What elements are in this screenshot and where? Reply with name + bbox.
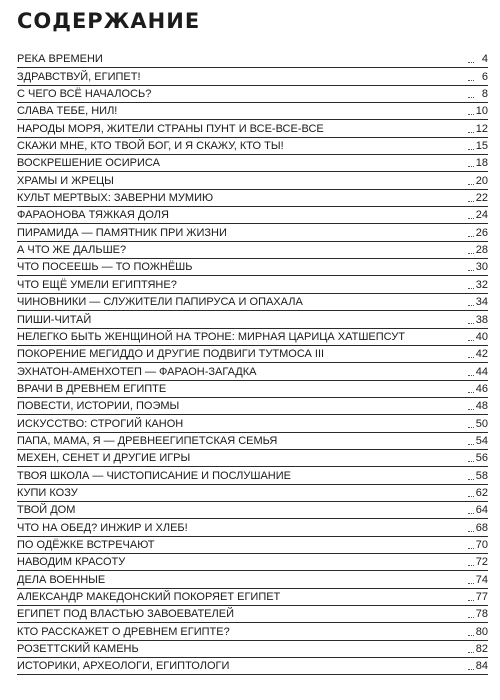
toc-entry-page: 4 [481,53,488,66]
toc-dot-leader [468,184,474,185]
toc-entry [17,103,488,120]
toc-dot-leader [468,132,474,133]
toc-entry-page: 8 [481,88,488,101]
toc-entry-title: ПО ОДЁЖКЕ ВСТРЕЧАЮТ [17,538,155,551]
toc-entry-title: ЧТО НА ОБЕД? ИНЖИР И ХЛЕБ! [17,521,188,534]
toc-entry-page: 64 [475,504,488,517]
toc-dot-leader [468,340,474,341]
toc-dot-leader [468,427,474,428]
toc-entry [17,190,488,207]
toc-dot-leader [468,617,474,618]
toc-dot-leader [468,236,474,237]
toc-entry [17,606,488,623]
toc-dot-leader [468,513,474,514]
toc-entry [17,363,488,380]
toc-entry-page: 10 [475,105,488,118]
toc-entry-page: 46 [475,382,488,395]
toc-entry-title: НАВОДИМ КРАСОТУ [17,556,126,569]
toc-entry [17,242,488,259]
toc-dot-leader [468,80,474,81]
toc-entry-title: РОЗЕТТСКИЙ КАМЕНЬ [17,643,139,656]
toc-entry [17,381,488,398]
toc-entry-page: 44 [475,365,488,378]
toc-entry [17,502,488,519]
toc-entry [17,311,488,328]
toc-dot-leader [468,114,474,115]
toc-entry-page: 74 [475,573,488,586]
toc-entry-title: РЕКА ВРЕМЕНИ [17,53,103,66]
toc-dot-leader [468,62,474,63]
toc-dot-leader [468,375,474,376]
toc-entry [17,329,488,346]
toc-entry-page: 28 [475,244,488,257]
toc-entry [17,155,488,172]
toc-entry [17,537,488,554]
toc-dot-leader [468,461,474,462]
page-title: СОДЕРЖАНИЕ [17,9,201,33]
toc-entry [17,346,488,363]
toc-dot-leader [468,218,474,219]
toc-entry-page: 22 [475,192,488,205]
toc-entry-page: 84 [475,660,488,673]
toc-entry [17,641,488,658]
toc-entry-page: 12 [475,122,488,135]
toc-dot-leader [468,305,474,306]
toc-entry-title: КУПИ КОЗУ [17,486,78,499]
toc-entry-page: 56 [475,452,488,465]
toc-entry [17,398,488,415]
toc-entry [17,120,488,137]
toc-entry-page: 58 [475,469,488,482]
toc-dot-leader [468,652,474,653]
toc-dot-leader [468,409,474,410]
toc-entry [17,485,488,502]
toc-entry [17,589,488,606]
toc-dot-leader [468,253,474,254]
toc-entry-title: КТО РАССКАЖЕТ О ДРЕВНЕМ ЕГИПТЕ? [17,625,230,638]
toc-entry-page: 72 [475,556,488,569]
toc-entry [17,172,488,189]
toc-entry-page: 80 [475,625,488,638]
toc-dot-leader [468,166,474,167]
toc-dot-leader [468,357,474,358]
toc-entry-page: 30 [475,261,488,274]
toc-entry-title: С ЧЕГО ВСЁ НАЧАЛОСЬ? [17,88,152,101]
toc-entry-title: ФАРАОНОВА ТЯЖКАЯ ДОЛЯ [17,209,169,222]
toc-entry-page: 78 [475,608,488,621]
toc-entry-title: ТВОЙ ДОМ [17,504,76,517]
toc-entry-title: КУЛЬТ МЕРТВЫХ: ЗАВЕРНИ МУМИЮ [17,192,214,205]
toc-entry [17,519,488,536]
toc-entry-page: 62 [475,486,488,499]
toc-dot-leader [468,201,474,202]
toc-dot-leader [468,496,474,497]
toc-entry-title: ПОВЕСТИ, ИСТОРИИ, ПОЭМЫ [17,400,180,413]
toc-entry-title: ИСКУССТВО: СТРОГИЙ КАНОН [17,417,184,430]
toc-dot-leader [468,548,474,549]
toc-dot-leader [468,97,474,98]
toc-entry [17,554,488,571]
toc-entry-page: 54 [475,434,488,447]
toc-entry [17,276,488,293]
toc-entry [17,86,488,103]
toc-entry [17,138,488,155]
toc-entry-title: ПИРАМИДА — ПАМЯТНИК ПРИ ЖИЗНИ [17,226,227,239]
toc-entry-page: 70 [475,538,488,551]
toc-entry-page: 68 [475,521,488,534]
toc-entry [17,658,488,675]
toc-entry [17,68,488,85]
toc-entry-page: 42 [475,348,488,361]
toc-entry-page: 50 [475,417,488,430]
toc-entry-title: ЕГИПЕТ ПОД ВЛАСТЬЮ ЗАВОЕВАТЕЛЕЙ [17,608,234,621]
toc-entry-page: 15 [475,140,488,153]
toc-dot-leader [468,531,474,532]
toc-entry [17,207,488,224]
toc-dot-leader [468,270,474,271]
toc-dot-leader [468,600,474,601]
toc-entry-title: ЧТО ЕЩЁ УМЕЛИ ЕГИПТЯНЕ? [17,278,177,291]
toc-entry-title: ИСТОРИКИ, АРХЕОЛОГИ, ЕГИПТОЛОГИ [17,660,230,673]
toc-entry-title: ПАПА, МАМА, Я — ДРЕВНЕЕГИПЕТСКАЯ СЕМЬЯ [17,434,278,447]
toc-entry-title: НЕЛЕГКО БЫТЬ ЖЕНЩИНОЙ НА ТРОНЕ: МИРНАЯ ЦАРИЦА ХАТШЕПСУТ [17,330,405,343]
toc-entry [17,294,488,311]
toc-entry-title: МЕХЕН, СЕНЕТ И ДРУГИЕ ИГРЫ [17,452,191,465]
toc-entry [17,450,488,467]
toc-entry-page: 20 [475,174,488,187]
toc-entry-page: 82 [475,643,488,656]
toc-entry-title: ПОКОРЕНИЕ МЕГИДДО И ДРУГИЕ ПОДВИГИ ТУТМОСА III [17,348,325,361]
toc-entry-title: ЭХНАТОН-АМЕНХОТЕП — ФАРАОН-ЗАГАДКА [17,365,257,378]
toc-entry [17,571,488,588]
toc-entry-title: ДЕЛА ВОЕННЫЕ [17,573,106,586]
toc-entry [17,51,488,68]
toc-list [17,51,488,675]
toc-entry-title: ВРАЧИ В ДРЕВНЕМ ЕГИПТЕ [17,382,167,395]
toc-entry-page: 26 [475,226,488,239]
toc-entry-page: 24 [475,209,488,222]
toc-entry-page: 18 [475,157,488,170]
toc-dot-leader [468,635,474,636]
toc-dot-leader [468,669,474,670]
toc-entry-title: СЛАВА ТЕБЕ, НИЛ! [17,105,118,118]
toc-entry-page: 40 [475,330,488,343]
toc-entry-title: АЛЕКСАНДР МАКЕДОНСКИЙ ПОКОРЯЕТ ЕГИПЕТ [17,591,281,603]
toc-entry [17,415,488,432]
toc-entry [17,433,488,450]
toc-dot-leader [468,323,474,324]
toc-dot-leader [468,583,474,584]
toc-entry-title: ЗДРАВСТВУЙ, ЕГИПЕТ! [17,70,141,83]
toc-entry-title: ВОСКРЕШЕНИЕ ОСИРИСА [17,157,160,170]
toc-entry-title: ЧИНОВНИКИ — СЛУЖИТЕЛИ ПАПИРУСА И ОПАХАЛА [17,296,303,309]
toc-entry-title: ХРАМЫ И ЖРЕЦЫ [17,174,114,187]
toc-entry-page: 38 [475,313,488,326]
toc-entry-title: ПИШИ-ЧИТАЙ [17,313,92,326]
toc-entry-title: ТВОЯ ШКОЛА — ЧИСТОПИСАНИЕ И ПОСЛУШАНИЕ [17,469,291,482]
toc-entry-page: 34 [475,296,488,309]
toc-entry-title: СКАЖИ МНЕ, КТО ТВОЙ БОГ, И Я СКАЖУ, КТО ТЫ! [17,140,284,153]
toc-dot-leader [468,479,474,480]
toc-dot-leader [468,392,474,393]
toc-entry [17,623,488,640]
toc-entry-page: 32 [475,278,488,291]
toc-entry-page: 48 [475,400,488,413]
toc-dot-leader [468,288,474,289]
toc-dot-leader [468,444,474,445]
toc-entry-title: А ЧТО ЖЕ ДАЛЬШЕ? [17,244,127,257]
toc-entry [17,259,488,276]
toc-dot-leader [468,565,474,566]
toc-entry-title: ЧТО ПОСЕЕШЬ — ТО ПОЖНЁШЬ [17,261,193,274]
toc-entry [17,224,488,241]
toc-entry-page: 77 [475,591,488,603]
toc-entry-title: НАРОДЫ МОРЯ, ЖИТЕЛИ СТРАНЫ ПУНТ И ВСЕ-ВСЕ-ВСЕ [17,122,324,135]
toc-entry [17,467,488,484]
toc-entry-page: 6 [481,70,488,83]
toc-dot-leader [468,149,474,150]
